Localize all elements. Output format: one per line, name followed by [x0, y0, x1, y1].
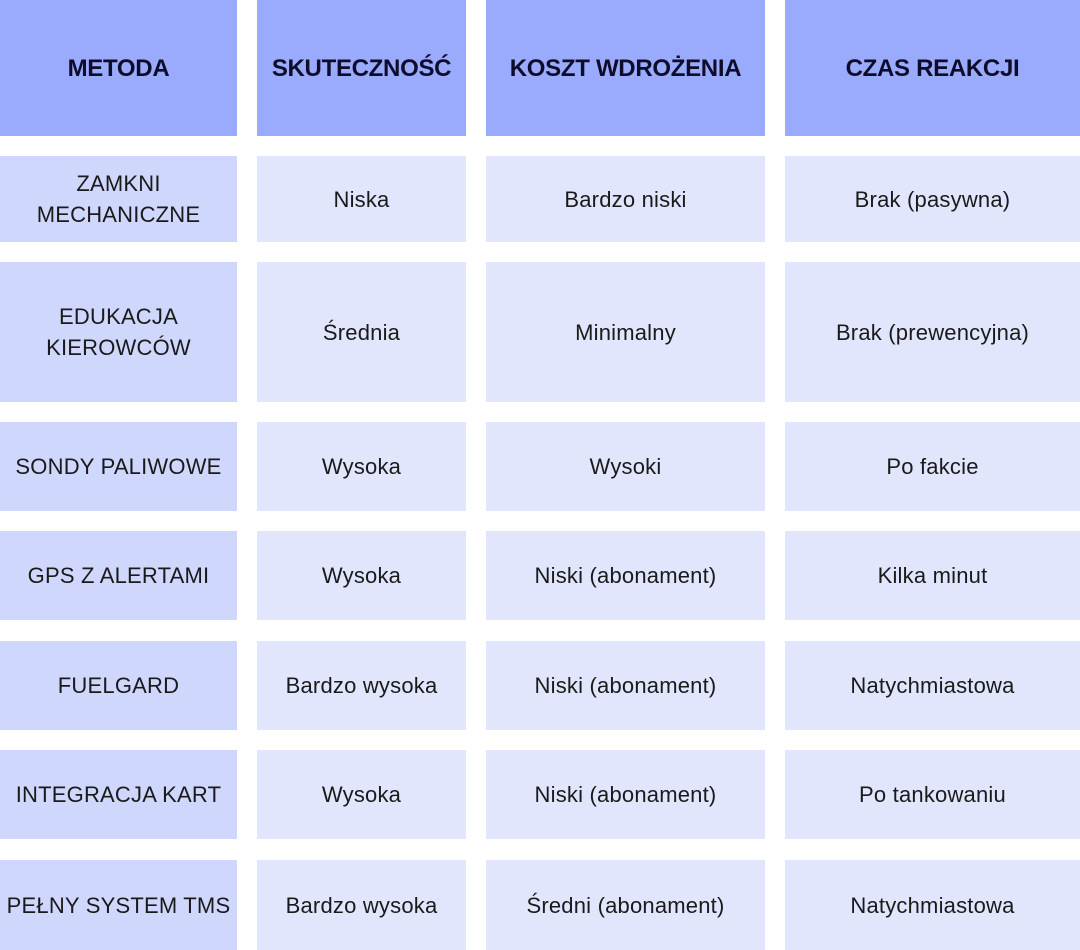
row-effectiveness-cell: Niska	[257, 156, 466, 242]
row-effectiveness-cell: Wysoka	[257, 750, 466, 839]
row-effectiveness-cell: Wysoka	[257, 422, 466, 511]
row-cost-cell: Minimalny	[486, 262, 765, 402]
header-metoda: METODA	[0, 0, 237, 136]
row-effectiveness-cell: Bardzo wysoka	[257, 860, 466, 950]
row-effectiveness-cell: Średnia	[257, 262, 466, 402]
row-reaction-time-cell: Natychmiastowa	[785, 860, 1080, 950]
row-cost-cell: Niski (abonament)	[486, 750, 765, 839]
row-reaction-time-cell: Brak (prewencyjna)	[785, 262, 1080, 402]
row-method-cell: FUELGARD	[0, 641, 237, 730]
row-effectiveness-cell: Bardzo wysoka	[257, 641, 466, 730]
row-cost-cell: Bardzo niski	[486, 156, 765, 242]
row-cost-cell: Średni (abonament)	[486, 860, 765, 950]
header-czas-reakcji: CZAS REAKCJI	[785, 0, 1080, 136]
row-cost-cell: Niski (abonament)	[486, 531, 765, 620]
row-method-cell: EDUKACJA KIEROWCÓW	[0, 262, 237, 402]
header-koszt-wdrozenia: KOSZT WDROŻENIA	[486, 0, 765, 136]
row-effectiveness-cell: Wysoka	[257, 531, 466, 620]
row-cost-cell: Wysoki	[486, 422, 765, 511]
row-reaction-time-cell: Kilka minut	[785, 531, 1080, 620]
row-method-cell: INTEGRACJA KART	[0, 750, 237, 839]
row-reaction-time-cell: Brak (pasywna)	[785, 156, 1080, 242]
row-method-cell: PEŁNY SYSTEM TMS	[0, 860, 237, 950]
row-reaction-time-cell: Po tankowaniu	[785, 750, 1080, 839]
row-method-cell: SONDY PALIWOWE	[0, 422, 237, 511]
row-method-cell: GPS Z ALERTAMI	[0, 531, 237, 620]
row-cost-cell: Niski (abonament)	[486, 641, 765, 730]
row-reaction-time-cell: Po fakcie	[785, 422, 1080, 511]
header-skutecznosc: SKUTECZNOŚĆ	[257, 0, 466, 136]
row-method-cell: ZAMKNI MECHANICZNE	[0, 156, 237, 242]
row-reaction-time-cell: Natychmiastowa	[785, 641, 1080, 730]
